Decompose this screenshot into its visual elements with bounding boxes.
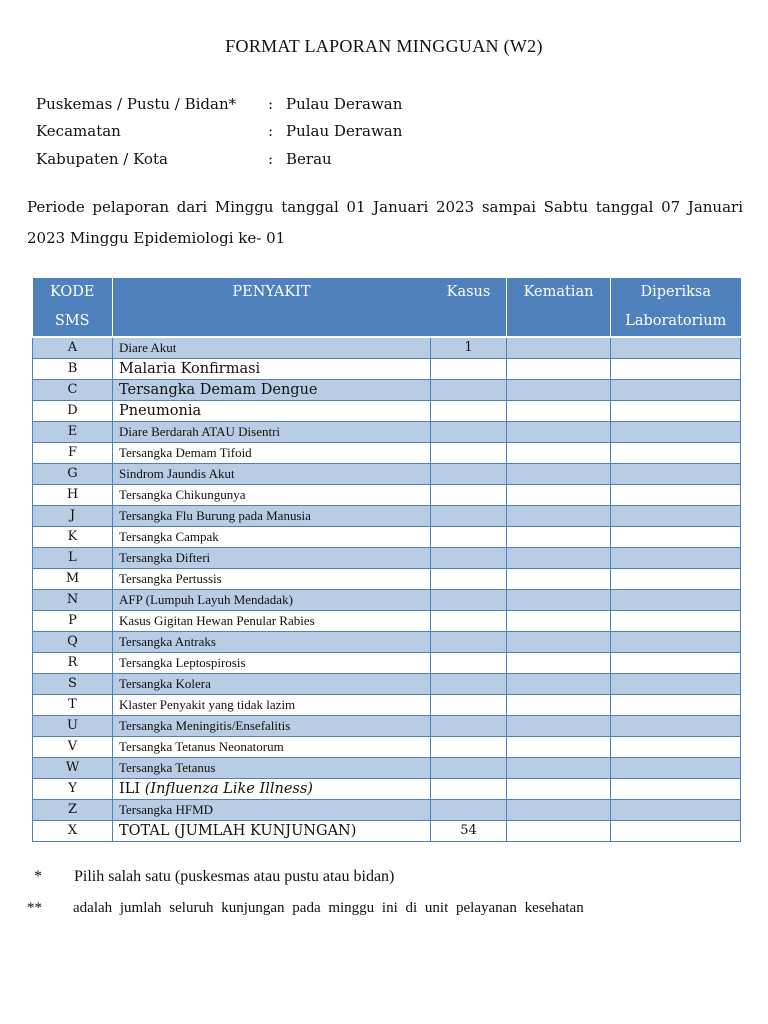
header-penyakit: PENYAKIT bbox=[113, 278, 431, 337]
info-colon: : bbox=[268, 94, 274, 113]
penyakit-cell bbox=[113, 359, 431, 380]
kasus-cell bbox=[431, 632, 507, 653]
kematian-cell bbox=[507, 401, 611, 422]
header-kematian: Kematian bbox=[507, 278, 611, 337]
penyakit-cell-text: Tersangka HFMD bbox=[119, 802, 214, 817]
table-row bbox=[33, 821, 741, 842]
kematian-cell bbox=[507, 337, 611, 359]
table-row bbox=[33, 485, 741, 506]
kasus-cell bbox=[431, 569, 507, 590]
kode-cell bbox=[33, 443, 113, 464]
kasus-cell bbox=[431, 359, 507, 380]
info-value: Berau bbox=[286, 149, 332, 168]
penyakit-cell bbox=[113, 548, 431, 569]
kasus-cell bbox=[431, 758, 507, 779]
kode-cell-text: H bbox=[66, 487, 79, 502]
kematian-cell bbox=[507, 758, 611, 779]
penyakit-cell bbox=[113, 485, 431, 506]
penyakit-cell bbox=[113, 758, 431, 779]
diperiksa-cell bbox=[611, 590, 741, 611]
penyakit-cell-text: Tersangka Difteri bbox=[119, 550, 211, 565]
kode-cell bbox=[33, 506, 113, 527]
penyakit-cell-text: Tersangka Pertussis bbox=[119, 571, 222, 586]
diperiksa-cell bbox=[611, 569, 741, 590]
table-row bbox=[33, 359, 741, 380]
diperiksa-cell bbox=[611, 401, 741, 422]
diperiksa-cell bbox=[611, 779, 741, 800]
diperiksa-cell bbox=[611, 548, 741, 569]
penyakit-cell bbox=[113, 506, 431, 527]
kasus-cell bbox=[431, 611, 507, 632]
penyakit-cell-text: Tersangka Demam Tifoid bbox=[119, 445, 252, 460]
kasus-cell bbox=[431, 401, 507, 422]
penyakit-cell-text: ILI bbox=[119, 781, 141, 797]
table-row bbox=[33, 401, 741, 422]
penyakit-cell bbox=[113, 632, 431, 653]
header-diperiksa-laboratorium: Diperiksa Laboratorium bbox=[611, 278, 741, 337]
kematian-cell bbox=[507, 422, 611, 443]
kasus-cell bbox=[431, 527, 507, 548]
kode-cell-text: V bbox=[67, 739, 78, 754]
penyakit-cell-text: Tersangka Demam Dengue bbox=[119, 382, 318, 398]
footnote-double-star bbox=[27, 900, 689, 917]
diperiksa-cell bbox=[611, 422, 741, 443]
penyakit-cell bbox=[113, 380, 431, 401]
kasus-cell bbox=[431, 506, 507, 527]
penyakit-cell-text: Tersangka Chikungunya bbox=[119, 487, 246, 502]
kode-cell-text: N bbox=[66, 592, 79, 607]
penyakit-cell-text: Tersangka Tetanus Neonatorum bbox=[119, 739, 284, 754]
table-row bbox=[33, 337, 741, 359]
page-title: FORMAT LAPORAN MINGGUAN (W2) bbox=[225, 36, 543, 56]
diperiksa-cell bbox=[611, 443, 741, 464]
diperiksa-cell bbox=[611, 380, 741, 401]
penyakit-cell-text: Diare Akut bbox=[119, 340, 177, 355]
footnote-single-star bbox=[34, 868, 394, 886]
table-row bbox=[33, 632, 741, 653]
penyakit-cell bbox=[113, 674, 431, 695]
table-row bbox=[33, 695, 741, 716]
kasus-cell bbox=[431, 464, 507, 485]
diperiksa-cell bbox=[611, 737, 741, 758]
info-label: Kabupaten / Kota bbox=[36, 149, 168, 168]
penyakit-cell-text: Tersangka Tetanus bbox=[119, 760, 216, 775]
kematian-cell bbox=[507, 359, 611, 380]
kode-cell bbox=[33, 653, 113, 674]
penyakit-cell bbox=[113, 443, 431, 464]
kode-cell bbox=[33, 758, 113, 779]
penyakit-cell bbox=[113, 821, 431, 842]
kode-cell-text: F bbox=[67, 445, 78, 460]
kematian-cell bbox=[507, 716, 611, 737]
penyakit-cell bbox=[113, 464, 431, 485]
kode-cell-text: T bbox=[68, 697, 77, 712]
table-row bbox=[33, 611, 741, 632]
kode-cell-text: U bbox=[67, 718, 78, 733]
kasus-cell bbox=[431, 337, 507, 359]
kematian-cell bbox=[507, 380, 611, 401]
footnote-text: adalah jumlah seluruh kunjungan pada minggu ini di unit pelayanan kesehatan bbox=[73, 900, 584, 916]
diperiksa-cell bbox=[611, 337, 741, 359]
kode-cell-text: Q bbox=[67, 634, 78, 649]
kode-cell-text: P bbox=[68, 613, 77, 628]
kode-cell bbox=[33, 590, 113, 611]
table-row bbox=[33, 590, 741, 611]
kasus-cell bbox=[431, 800, 507, 821]
diperiksa-cell bbox=[611, 464, 741, 485]
kasus-cell-text: 1 bbox=[464, 340, 473, 355]
kasus-cell bbox=[431, 716, 507, 737]
diperiksa-cell bbox=[611, 821, 741, 842]
kode-cell bbox=[33, 569, 113, 590]
table-row bbox=[33, 653, 741, 674]
kasus-cell bbox=[431, 380, 507, 401]
kasus-cell bbox=[431, 674, 507, 695]
report-info bbox=[36, 90, 402, 173]
kode-cell-text: A bbox=[67, 340, 78, 355]
diperiksa-cell bbox=[611, 527, 741, 548]
penyakit-cell bbox=[113, 422, 431, 443]
kematian-cell bbox=[507, 653, 611, 674]
table-row bbox=[33, 464, 741, 485]
kasus-cell bbox=[431, 821, 507, 842]
footnote-text: Pilih salah satu (puskesmas atau pustu atau bidan) bbox=[74, 868, 395, 885]
kasus-cell bbox=[431, 779, 507, 800]
diperiksa-cell bbox=[611, 716, 741, 737]
diperiksa-cell bbox=[611, 653, 741, 674]
penyakit-cell-text: Tersangka Leptospirosis bbox=[119, 655, 246, 670]
kasus-cell bbox=[431, 443, 507, 464]
header-kasus: Kasus bbox=[431, 278, 507, 337]
info-colon: : bbox=[268, 122, 274, 141]
kode-cell bbox=[33, 359, 113, 380]
table-row bbox=[33, 380, 741, 401]
penyakit-cell-text: AFP (Lumpuh Layuh Mendadak) bbox=[119, 592, 293, 607]
penyakit-cell bbox=[113, 611, 431, 632]
diperiksa-cell bbox=[611, 359, 741, 380]
kode-cell bbox=[33, 716, 113, 737]
kasus-cell bbox=[431, 485, 507, 506]
penyakit-cell bbox=[113, 569, 431, 590]
penyakit-cell bbox=[113, 779, 431, 800]
kode-cell bbox=[33, 548, 113, 569]
kematian-cell bbox=[507, 527, 611, 548]
table-row bbox=[33, 569, 741, 590]
penyakit-cell bbox=[113, 590, 431, 611]
penyakit-cell-text: Tersangka Flu Burung pada Manusia bbox=[119, 508, 311, 523]
kasus-cell bbox=[431, 695, 507, 716]
kode-cell bbox=[33, 821, 113, 842]
penyakit-cell bbox=[113, 401, 431, 422]
kode-cell-text: S bbox=[68, 676, 77, 691]
kasus-cell bbox=[431, 548, 507, 569]
kode-cell bbox=[33, 800, 113, 821]
kode-cell-text: C bbox=[67, 382, 78, 397]
kematian-cell bbox=[507, 590, 611, 611]
diperiksa-cell bbox=[611, 506, 741, 527]
disease-report-table bbox=[32, 278, 741, 842]
penyakit-cell-text: Tersangka Meningitis/Ensefalitis bbox=[119, 718, 291, 733]
info-value: Pulau Derawan bbox=[286, 122, 403, 141]
penyakit-cell bbox=[113, 653, 431, 674]
table-header-row bbox=[33, 278, 741, 337]
table-row bbox=[33, 674, 741, 695]
kode-cell bbox=[33, 779, 113, 800]
kasus-cell bbox=[431, 590, 507, 611]
penyakit-cell-text: Diare Berdarah ATAU Disentri bbox=[119, 424, 281, 439]
kode-cell bbox=[33, 695, 113, 716]
diperiksa-cell bbox=[611, 485, 741, 506]
penyakit-cell-text: TOTAL (JUMLAH KUNJUNGAN) bbox=[119, 823, 357, 839]
kode-cell bbox=[33, 485, 113, 506]
kematian-cell bbox=[507, 485, 611, 506]
kematian-cell bbox=[507, 695, 611, 716]
penyakit-cell bbox=[113, 337, 431, 359]
kode-cell-text: R bbox=[67, 655, 78, 670]
kode-cell-text: Y bbox=[68, 781, 77, 796]
footnote-marker: * bbox=[34, 868, 42, 885]
kode-cell bbox=[33, 422, 113, 443]
reporting-period: Periode pelaporan dari Minggu tanggal 01 Januari 2023 sampai Sabtu tanggal 07 Januari 2023 Minggu Epidemiologi ke- 01 bbox=[27, 198, 743, 247]
kematian-cell bbox=[507, 443, 611, 464]
penyakit-note: (Influenza Like Illness) bbox=[144, 781, 313, 797]
penyakit-cell bbox=[113, 800, 431, 821]
info-row-kecamatan bbox=[36, 118, 402, 146]
table-body bbox=[33, 337, 741, 842]
table-row bbox=[33, 800, 741, 821]
kode-cell bbox=[33, 337, 113, 359]
kode-cell bbox=[33, 401, 113, 422]
header-kode-sms: KODE SMS bbox=[33, 278, 113, 337]
kode-cell-text: E bbox=[67, 424, 78, 439]
table-row bbox=[33, 548, 741, 569]
table-row bbox=[33, 758, 741, 779]
kasus-cell bbox=[431, 737, 507, 758]
kode-cell-text: L bbox=[68, 550, 77, 565]
table-row bbox=[33, 443, 741, 464]
kematian-cell bbox=[507, 779, 611, 800]
diperiksa-cell bbox=[611, 611, 741, 632]
kematian-cell bbox=[507, 632, 611, 653]
penyakit-cell-text: Klaster Penyakit yang tidak lazim bbox=[119, 697, 296, 712]
table-row bbox=[33, 506, 741, 527]
diperiksa-cell bbox=[611, 632, 741, 653]
table-row bbox=[33, 779, 741, 800]
table-row bbox=[33, 527, 741, 548]
penyakit-cell-text: Malaria Konfirmasi bbox=[119, 361, 261, 377]
kematian-cell bbox=[507, 821, 611, 842]
kode-cell-text: X bbox=[67, 823, 78, 838]
penyakit-cell bbox=[113, 695, 431, 716]
kode-cell-text: J bbox=[69, 508, 76, 523]
diperiksa-cell bbox=[611, 800, 741, 821]
penyakit-cell-text: Kasus Gigitan Hewan Penular Rabies bbox=[119, 613, 315, 628]
kematian-cell bbox=[507, 506, 611, 527]
info-colon: : bbox=[268, 149, 274, 168]
penyakit-cell-text: Tersangka Antraks bbox=[119, 634, 216, 649]
kematian-cell bbox=[507, 464, 611, 485]
kematian-cell bbox=[507, 569, 611, 590]
kasus-cell bbox=[431, 422, 507, 443]
table-row bbox=[33, 737, 741, 758]
penyakit-cell-text: Tersangka Campak bbox=[119, 529, 219, 544]
penyakit-cell-text: Pneumonia bbox=[119, 403, 202, 419]
diperiksa-cell bbox=[611, 674, 741, 695]
kode-cell-text: K bbox=[67, 529, 78, 544]
kode-cell bbox=[33, 737, 113, 758]
table-row bbox=[33, 716, 741, 737]
kode-cell bbox=[33, 611, 113, 632]
info-label: Puskemas / Pustu / Bidan* bbox=[36, 94, 237, 113]
kematian-cell bbox=[507, 674, 611, 695]
kode-cell bbox=[33, 674, 113, 695]
info-row-kabupaten bbox=[36, 145, 402, 173]
kode-cell bbox=[33, 464, 113, 485]
kode-cell-text: W bbox=[65, 760, 80, 775]
kematian-cell bbox=[507, 611, 611, 632]
info-value: Pulau Derawan bbox=[286, 94, 403, 113]
diperiksa-cell bbox=[611, 695, 741, 716]
table-row bbox=[33, 422, 741, 443]
kode-cell-text: M bbox=[65, 571, 80, 586]
kematian-cell bbox=[507, 800, 611, 821]
kematian-cell bbox=[507, 737, 611, 758]
diperiksa-cell bbox=[611, 758, 741, 779]
kode-cell-text: B bbox=[67, 361, 78, 376]
kasus-cell-text: 54 bbox=[460, 823, 477, 838]
penyakit-cell bbox=[113, 737, 431, 758]
footnote-marker: ** bbox=[27, 900, 42, 916]
penyakit-cell bbox=[113, 716, 431, 737]
penyakit-cell bbox=[113, 527, 431, 548]
kode-cell-text: G bbox=[67, 466, 78, 481]
kode-cell-text: D bbox=[67, 403, 78, 418]
penyakit-cell-text: Sindrom Jaundis Akut bbox=[119, 466, 235, 481]
kode-cell bbox=[33, 632, 113, 653]
kode-cell bbox=[33, 527, 113, 548]
info-label: Kecamatan bbox=[36, 122, 121, 141]
penyakit-cell-text: Tersangka Kolera bbox=[119, 676, 211, 691]
kematian-cell bbox=[507, 548, 611, 569]
kode-cell bbox=[33, 380, 113, 401]
info-row-puskesmas bbox=[36, 90, 402, 118]
kasus-cell bbox=[431, 653, 507, 674]
kode-cell-text: Z bbox=[67, 802, 78, 817]
